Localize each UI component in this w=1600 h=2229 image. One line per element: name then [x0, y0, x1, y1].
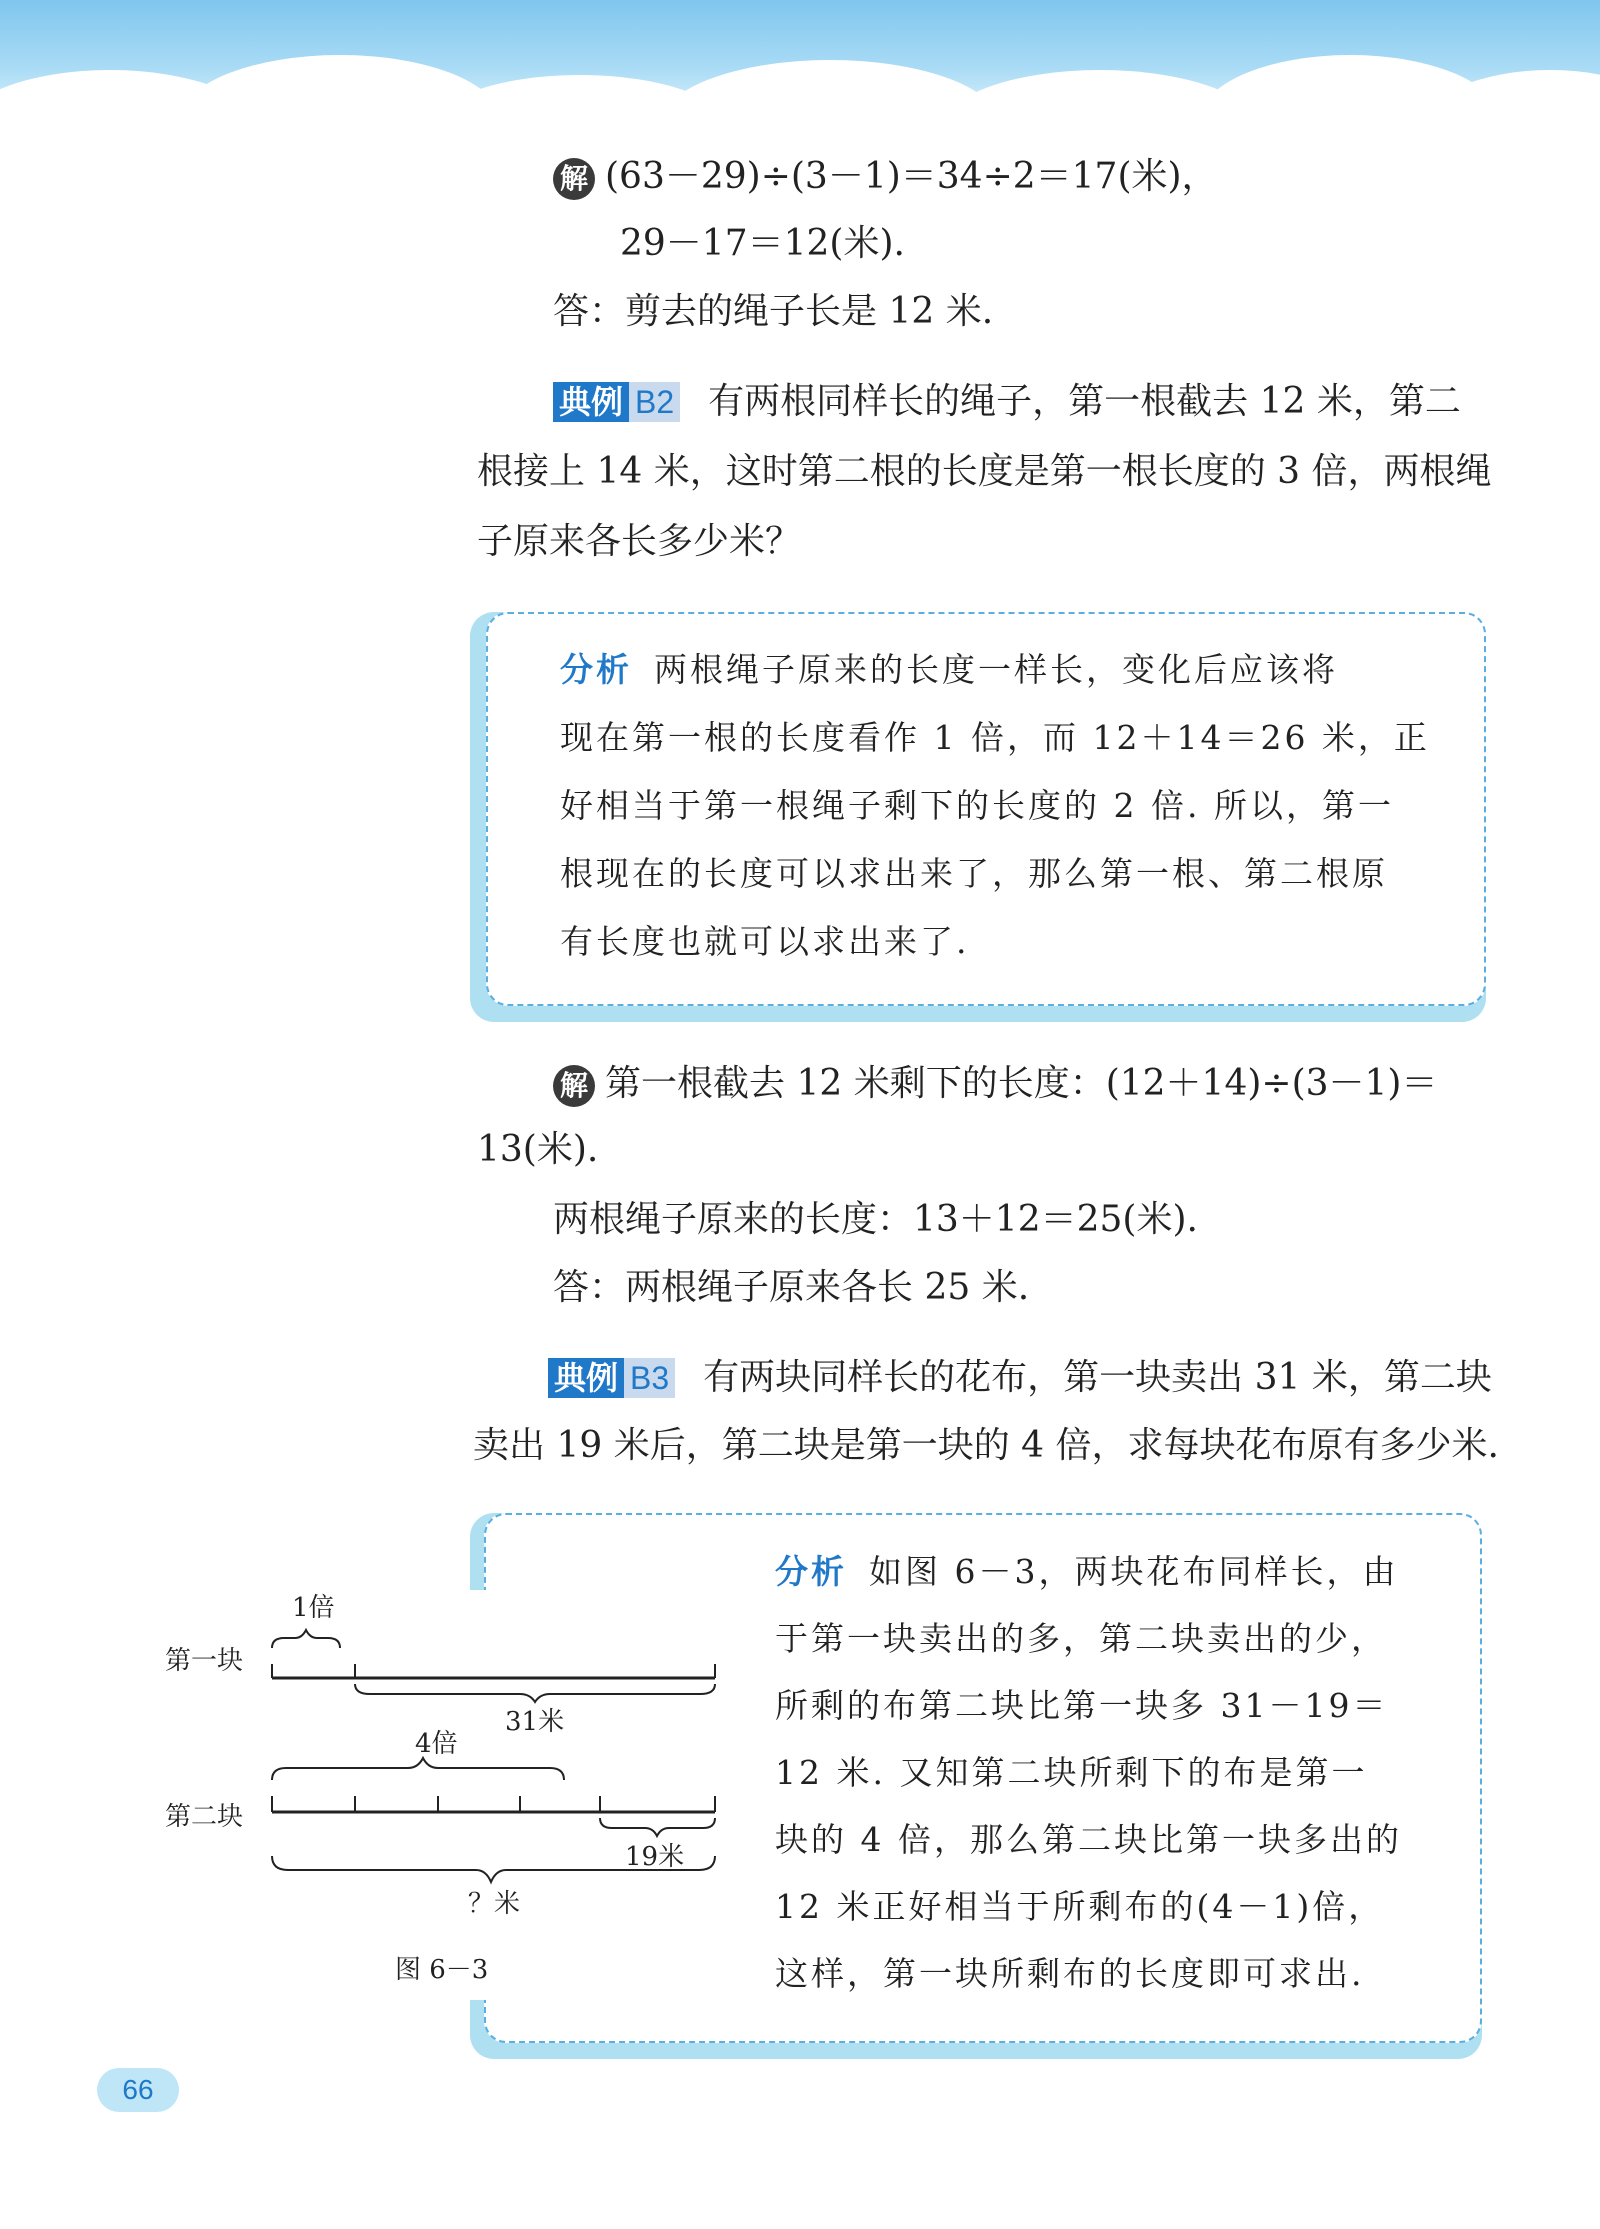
solution-marker-icon: 解 — [553, 158, 595, 200]
label-31m: 31米 — [505, 1707, 565, 1737]
example-b2-text-1: 有两根同样长的绳子，第一根截去 12 米，第二 — [708, 381, 1461, 422]
label-second-piece: 第二块 — [165, 1802, 244, 1832]
analysis-1-text: 分析 两根绳子原来的长度一样长，变化后应该将 现在第一根的长度看作 1 倍，而 12＋14＝26 米，正 好相当于第一根绳子剩下的长度的 2 倍. 所以，第一 根现在的长度可以求出来了，那么第一根、第二根原 有长度也就可以求出来了. — [560, 650, 1430, 961]
example-b2-text-3: 子原来各长多少米？ — [477, 521, 802, 562]
label-19m: 19米 — [625, 1842, 685, 1872]
label-1-times: 1倍 — [292, 1593, 335, 1623]
label-first-piece: 第一块 — [165, 1646, 244, 1676]
solution-2-text-1: 第一根截去 12 米剩下的长度：(12＋14)÷(3－1)＝ — [605, 1063, 1438, 1104]
solution-1-equation-1: (63－29)÷(3－1)＝34÷2＝17(米)， — [605, 156, 1218, 197]
diagram-svg — [150, 1590, 730, 2000]
solution-2-line-1 — [553, 1062, 1437, 1107]
solution-marker-icon: 解 — [553, 1065, 595, 1107]
example-b3-tag: 典例 B3 — [548, 1358, 675, 1398]
example-b3-line-1 — [548, 1356, 1492, 1400]
example-b2-line-1 — [553, 380, 1461, 424]
solution-1-equation-2: 29－17＝12(米). — [620, 223, 905, 264]
header-sky-banner — [0, 0, 1600, 150]
example-b3-text-1: 有两块同样长的花布，第一块卖出 31 米，第二块 — [703, 1357, 1492, 1398]
example-b2-text-2: 根接上 14 米，这时第二根的长度是第一根长度的 3 倍，两根绳 — [477, 451, 1492, 492]
solution-1-answer: 答：剪去的绳子长是 12 米. — [553, 291, 994, 332]
analysis-1-keyword: 分析 — [560, 650, 632, 689]
solution-1-line-1 — [553, 155, 1218, 200]
label-4-times: 4倍 — [415, 1729, 458, 1759]
example-b2-tag: 典例 B2 — [553, 382, 680, 422]
example-b3-text-2: 卖出 19 米后，第二块是第一块的 4 倍，求每块花布原有多少米. — [473, 1425, 1499, 1466]
figure-caption: 图 6－3 — [395, 1955, 489, 1985]
label-total: ？米 — [468, 1889, 521, 1919]
solution-2-text-3: 两根绳子原来的长度：13＋12＝25(米). — [553, 1199, 1198, 1240]
solution-2-answer: 答：两根绳子原来各长 25 米. — [553, 1267, 1030, 1308]
line-segment-diagram — [150, 1590, 730, 2000]
analysis-2-text: 分析 如图 6－3，两块花布同样长，由 于第一块卖出的多，第二块卖出的少， 所剩的布第二块比第一块多 31－19＝ 12 米. 又知第二块所剩下的布是第一 块的 4 倍，那么第二块比第一块多出的 12 米正好相当于所剩布的(4－1)倍， 这样，第一块所剩布的长度即可求出. — [775, 1552, 1402, 1993]
solution-2-text-2: 13(米). — [477, 1129, 599, 1170]
analysis-2-keyword: 分析 — [775, 1552, 847, 1591]
page-number: 66 — [97, 2068, 179, 2112]
